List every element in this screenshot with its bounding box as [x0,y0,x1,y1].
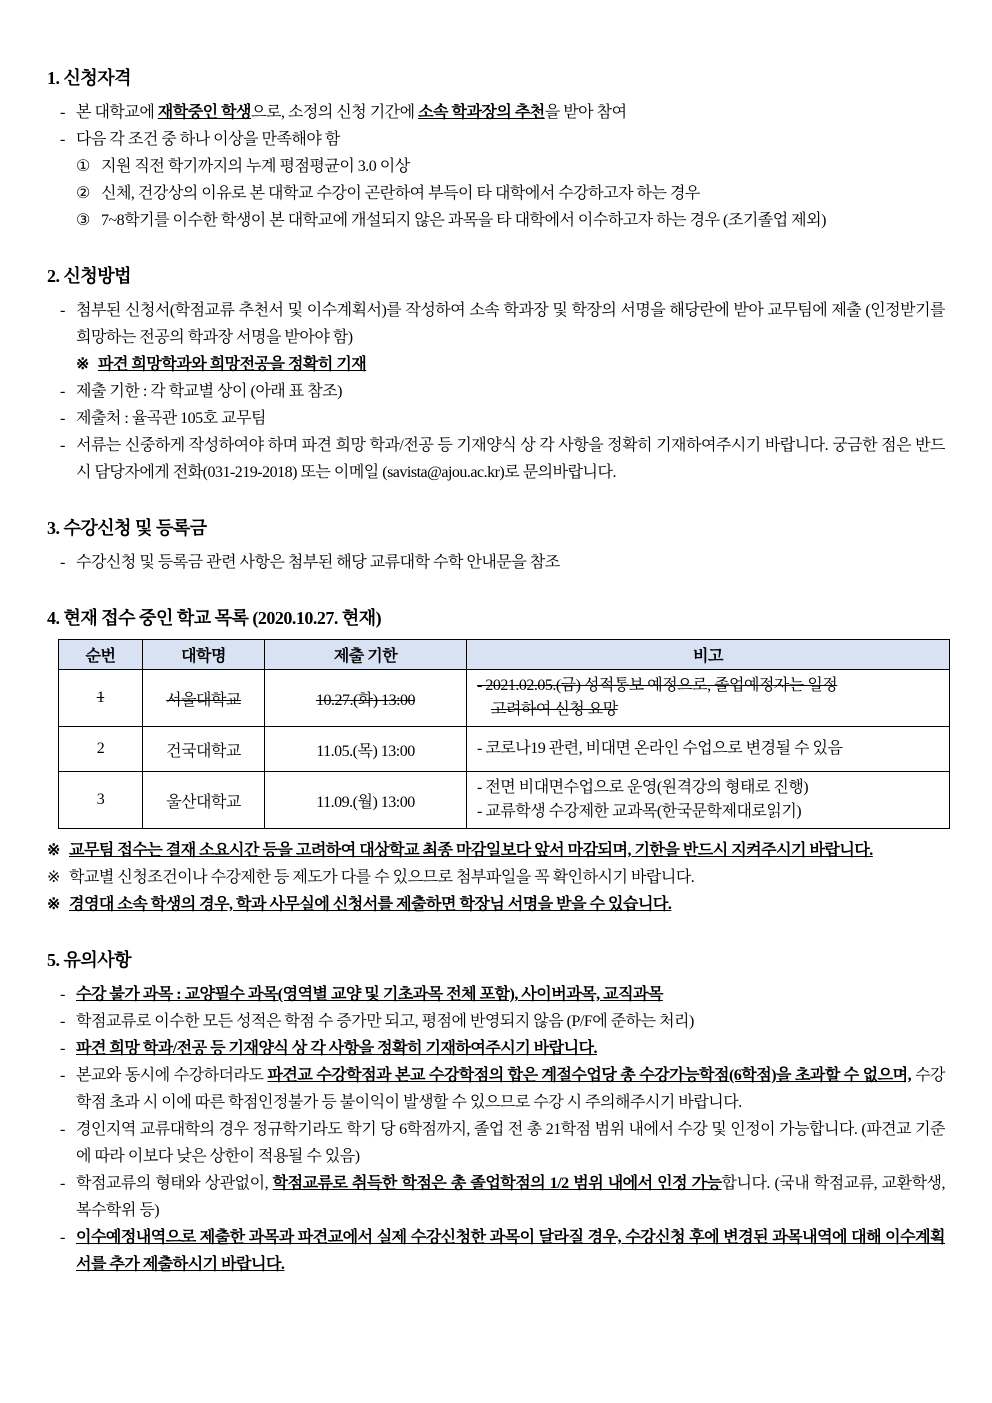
remark-item: - 교류학생 수강제한 교과목(한국문학제대로읽기) [477,803,802,820]
line-text [69,864,945,891]
bullet-marker: - [60,410,65,427]
text-segment: 수강신청 및 등록금 관련 사항은 첨부된 해당 교류대학 수학 안내문을 참조 [76,554,560,571]
doc-line [47,180,945,207]
text-segment: 본교와 동시에 수강하더라도 [76,1067,268,1084]
text-segment: 서류는 신중하게 작성하여야 하며 파견 희망 학과/전공 등 기재양식 상 각 사항을 정확히 기재하여주시기 바랍니다. 궁금한 점은 반드시 담당자에게 전화(031-219-2018) 또는 이메일 (savista@ajou.ac.kr)로 문의바랍니다. [76,437,945,481]
text-segment: 경인지역 교류대학의 경우 정규학기라도 학기 당 6학점까지, 졸업 전 총 21학점 범위 내에서 수강 및 인정이 가능합니다. (파견교 기준에 따라 이보다 낮은 상한이 적용될 수 있음) [76,1121,945,1165]
col-header-deadline: 제출 기한 [265,640,467,670]
line-text [69,837,945,864]
text-segment: 다음 각 조건 중 하나 이상을 만족해야 함 [76,131,340,148]
bullet-marker: ③ [76,212,90,229]
line-text [76,1062,945,1116]
bullet-marker: - [60,1175,65,1192]
line-text [76,432,945,486]
doc-line [47,837,945,864]
bullet-marker: - [60,986,65,1003]
line-text [69,891,945,918]
deadline: 10.27.(화) 13:00 [265,670,467,727]
text-segment: 학점교류로 취득한 학점은 총 졸업학점의 1/2 범위 내에서 인정 가능 [272,1175,722,1192]
section-application-method [47,264,945,486]
school-row [59,772,950,829]
line-text [98,351,945,378]
section-heading-cautions: 5. 유의사항 [47,950,132,970]
line-text [76,405,945,432]
bullet-marker: ※ [47,842,60,859]
bullet-marker: - [60,1067,65,1084]
doc-line [47,1116,945,1170]
section-body-eligibility [47,99,945,234]
text-segment: 수강학점 초과 시 이에 따른 학점인정불가 등 불이익이 발생할 수 있으므로 수강 시 주의해주시기 바랍니다. [76,1067,945,1111]
doc-line [47,1008,945,1035]
line-text [76,297,945,351]
bullet-marker: ① [76,158,90,175]
doc-line [47,153,945,180]
bullet-marker: ※ [76,356,89,373]
section-body-cautions [47,981,945,1278]
doc-line [47,1062,945,1116]
bullet-marker: - [60,554,65,571]
line-text [76,981,945,1008]
line-text [76,378,945,405]
school-row [59,727,950,772]
text-segment: 학교별 신청조건이나 수강제한 등 제도가 다를 수 있으므로 첨부파일을 꼭 확인하시기 바랍니다. [69,869,695,886]
section-heading-registration-tuition: 3. 수강신청 및 등록금 [47,518,207,538]
text-segment: 파견교 수강학점과 본교 수강학점의 합은 계절수업당 총 수강가능학점(6학점)을 초과할 수 없으며, [267,1067,912,1084]
text-segment: 첨부된 신청서(학점교류 추천서 및 이수계획서)를 작성하여 소속 학과장 및 학장의 서명을 해당란에 받아 교무팀에 제출 (인정받기를 희망하는 전공의 학과장 서명을 받아야 함) [76,302,945,346]
doc-line [47,126,945,153]
deadline: 11.09.(월) 13:00 [265,772,467,829]
doc-line [47,1035,945,1062]
line-text [76,1116,945,1170]
school-list-table [58,639,950,829]
text-segment: 본 대학교에 [76,104,158,121]
text-segment: 학점교류로 이수한 모든 성적은 학점 수 증가만 되고, 평점에 반영되지 않음 (P/F에 준하는 처리) [76,1013,694,1030]
row-number: 3 [59,772,143,829]
text-segment: 신체, 건강상의 이유로 본 대학교 수강이 곤란하여 부득이 타 대학에서 수강하고자 하는 경우 [101,185,700,202]
doc-line [47,297,945,351]
line-text [76,1224,945,1278]
section-cautions [47,948,945,1278]
table-footnotes [47,837,945,918]
doc-line [47,1224,945,1278]
doc-line [47,864,945,891]
bullet-marker: - [60,104,65,121]
bullet-marker: ② [76,185,90,202]
university-name: 건국대학교 [143,727,265,772]
text-segment: 재학중인 학생 [157,104,252,121]
doc-line [47,351,945,378]
doc-line [47,981,945,1008]
text-segment: 이수예정내역으로 제출한 과목과 파견교에서 실제 수강신청한 과목이 달라질 경우, 수강신청 후에 변경된 과목내역에 대해 이수계획서를 추가 제출하시기 바랍니다. [76,1229,945,1273]
bullet-marker: - [60,1121,65,1138]
line-text [101,153,945,180]
doc-line [47,405,945,432]
text-segment: 제출처 : 율곡관 105호 교무팀 [76,410,267,427]
text-segment: 교무팀 접수는 결재 소요시간 등을 고려하여 대상학교 최종 마감일보다 앞서 마감되며, 기한을 반드시 지켜주시기 바랍니다. [69,842,873,859]
text-segment: 수강 불가 과목 : 교양필수 과목(영역별 교양 및 기초과목 전체 포함), 사이버과목, 교직과목 [76,986,663,1003]
table-header-row [59,640,950,670]
remarks [467,772,950,829]
school-row [59,670,950,727]
bullet-marker: - [60,1229,65,1246]
doc-line [47,1170,945,1224]
section-heading-application-method: 2. 신청방법 [47,266,132,286]
remarks [467,670,950,727]
text-segment: 7~8학기를 이수한 학생이 본 대학교에 개설되지 않은 과목을 타 대학에서 이수하고자 하는 경우 (조기졸업 제외) [101,212,826,229]
text-segment: 지원 직전 학기까지의 누계 평점평균이 3.0 이상 [101,158,410,175]
line-text [101,180,945,207]
bullet-marker: ※ [47,896,60,913]
text-segment: 소속 학과장의 추천 [418,104,545,121]
line-text [101,207,945,234]
bullet-marker: - [60,131,65,148]
bullet-marker: - [60,1013,65,1030]
section-body-registration-tuition [47,549,945,576]
text-segment: 학점교류의 형태와 상관없이, [76,1175,273,1192]
text-segment: 파견 희망학과와 희망전공을 정확히 기재 [98,356,367,373]
doc-line [47,207,945,234]
section-registration-tuition [47,516,945,576]
line-text [76,126,945,153]
section-school-list [47,606,945,918]
university-name: 서울대학교 [143,670,265,727]
doc-line [47,549,945,576]
line-text [76,1170,945,1224]
col-header-remarks: 비고 [467,640,950,670]
line-text [76,1008,945,1035]
deadline: 11.05.(목) 13:00 [265,727,467,772]
line-text [76,549,945,576]
row-number: 1 [59,670,143,727]
university-name: 울산대학교 [143,772,265,829]
row-number: 2 [59,727,143,772]
col-header-university: 대학명 [143,640,265,670]
text-segment: 합니다. (국내 학점교류, 교환학생, 복수학위 등) [76,1175,945,1219]
remark-item: 고려하여 신청 요망 [491,701,618,718]
col-header-number: 순번 [59,640,143,670]
line-text [76,1035,945,1062]
remark-item: - 코로나19 관련, 비대면 온라인 수업으로 변경될 수 있음 [477,740,843,757]
section-body-application-method [47,297,945,486]
text-segment: 경영대 소속 학생의 경우, 학과 사무실에 신청서를 제출하면 학장님 서명을 받을 수 있습니다. [69,896,672,913]
section-eligibility [47,66,945,234]
text-segment: 파견 희망 학과/전공 등 기재양식 상 각 사항을 정확히 기재하여주시기 바랍니다. [76,1040,598,1057]
bullet-marker: - [60,383,65,400]
bullet-marker: - [60,302,65,319]
doc-line [47,432,945,486]
text-segment: 을 받아 참여 [544,104,627,121]
text-segment: 제출 기한 : 각 학교별 상이 (아래 표 참조) [76,383,342,400]
line-text [76,99,945,126]
remarks [467,727,950,772]
doc-line [47,891,945,918]
remark-item: - 2021.02.05.(금) 성적통보 예정으로, 졸업예정자는 일정 [477,677,838,694]
remark-item: - 전면 비대면수업으로 운영(원격강의 형태로 진행) [477,779,809,796]
doc-line [47,99,945,126]
bullet-marker: - [60,437,65,454]
section-heading-school-list: 4. 현재 접수 중인 학교 목록 (2020.10.27. 현재) [47,608,382,628]
section-heading-eligibility: 1. 신청자격 [47,68,132,88]
bullet-marker: ※ [47,869,60,886]
doc-line [47,378,945,405]
text-segment: 으로, 소정의 신청 기간에 [251,104,419,121]
bullet-marker: - [60,1040,65,1057]
